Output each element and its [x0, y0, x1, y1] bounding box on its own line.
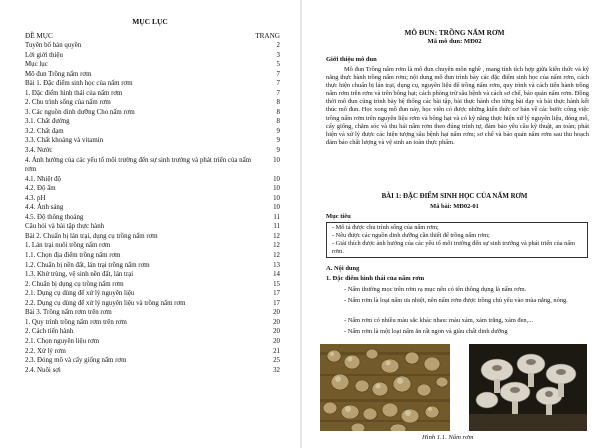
- toc-item[interactable]: [25, 241, 280, 251]
- toc-item[interactable]: [25, 41, 280, 51]
- toc-item-text: 2.1. Chọn nguyên liệu rơm: [25, 337, 100, 345]
- objective-item: - Giải thích được ảnh hưởng của các yếu tố môi trường đến sự sinh trưởng và phát triển của nấm rơm.: [332, 239, 576, 255]
- toc-item-page: 15: [273, 280, 280, 288]
- toc-item[interactable]: [25, 156, 280, 175]
- intro-paragraph: Mô đun Trồng nấm rơm là mô đun chuyên môn nghề , mang tính tích hợp giữa kiến thức và kỹ năng thực hành trồng nấm rơm; nội dung mô đun trình bày các đặc điểm sinh học của nấm rơm, cách thực hiện chuẩn bị lán trại, dụng cụ, nguyên liệu để trồng nấm rơm, quy trình và cách tiến hành trồng nấm rơm trên rơm và trên bông hạt; cách phòng trừ sâu bệnh và cách sơ chế, bảo quản nấm rơm. Đồng thời mô đun cũng trình bày hệ thống các bài tập, bài thực hành cho từng bài dạy và bài thực hành kết thúc mô đun. Học xong mô đun này, học viên có được những kiến thức cơ bản về các bước công việc trồng nấm rơm trên nguyên liệu rơm và bông hạt và có kỹ năng thực hiện xử lý nguyên liệu, đóng mô, cấy giống, chăm sóc và thu hái nấm rơm theo đúng trình tự, đảm bảo yêu cầu kỹ thuật, an toàn; phát hiện và xử lý được các hiện tượng sâu bệnh hại nấm rơm; sơ chế và bảo quản nấm rơm sau thu hoạch đảm bảo chất lượng và vệ sinh an toàn thực phẩm.: [326, 66, 589, 146]
- toc-item-text: 3.3. Chất khoáng và vitamin: [25, 137, 104, 145]
- toc-item-page: 20: [273, 337, 280, 345]
- toc-item[interactable]: [25, 146, 280, 156]
- toc-item[interactable]: [25, 213, 280, 223]
- toc-item-page: 10: [273, 175, 280, 183]
- mushroom-photo-2-art: [469, 344, 587, 431]
- toc-item-page: 21: [273, 347, 280, 355]
- toc-item[interactable]: [25, 337, 280, 347]
- toc-item[interactable]: [25, 136, 280, 146]
- toc-item[interactable]: [25, 108, 280, 118]
- toc-item[interactable]: [25, 70, 280, 80]
- toc-item-page: 32: [273, 366, 280, 374]
- toc-list: [25, 41, 280, 375]
- toc-item-text: 1.3. Khử trùng, vệ sinh nền đất, lán trại: [25, 271, 134, 279]
- module-title: MÔ ĐUN: TRỒNG NẤM RƠM: [404, 28, 505, 37]
- toc-item-text: 4.2. Độ ẩm: [25, 185, 56, 193]
- toc-item-text: 2.2. Dụng cụ dùng để xử lý nguyên liệu và trồng nấm rơm: [25, 299, 186, 307]
- toc-item-text: 2.2. Xử lý rơm: [25, 347, 66, 355]
- content-heading: A. Nội dung: [326, 265, 360, 272]
- toc-item-page: 7: [276, 80, 280, 88]
- toc-page: [0, 0, 300, 448]
- toc-item-page: 12: [273, 242, 280, 250]
- toc-item-text: 3.4. Nước: [25, 147, 53, 155]
- toc-item-text: 2.4. Nuôi sợi: [25, 366, 61, 374]
- toc-item-page: 7: [276, 70, 280, 78]
- figure-caption: Hình 1.1. Nấm rơm: [422, 434, 474, 441]
- body-paragraph: - Nấm rơm là một loại nấm ăn rất ngon và giàu chất dinh dưỡng: [344, 328, 508, 335]
- toc-item-text: 4.3. pH: [25, 194, 46, 202]
- toc-item-page: 10: [273, 204, 280, 212]
- toc-item[interactable]: [25, 222, 280, 232]
- toc-item[interactable]: [25, 327, 280, 337]
- toc-item-page: 17: [273, 290, 280, 298]
- toc-item-text: Lời giới thiệu: [25, 51, 63, 59]
- toc-item-text: 2.1. Dụng cụ dùng để xử lý nguyên liệu: [25, 290, 135, 298]
- toc-item-page: 11: [273, 223, 280, 231]
- toc-item-page: 10: [273, 194, 280, 202]
- toc-item[interactable]: [25, 366, 280, 376]
- mushroom-photo-1: [320, 344, 450, 431]
- toc-item-text: 2. Cách tiến hành: [25, 328, 74, 336]
- toc-item-page: 7: [276, 89, 280, 97]
- toc-item[interactable]: [25, 318, 280, 328]
- toc-item-page: 25: [273, 357, 280, 365]
- objective-item: - Mô tả được chu trình sống của nấm rơm;: [332, 224, 439, 231]
- toc-item-text: 3. Các nguồn dinh dưỡng Cho nấm rơm: [25, 108, 135, 116]
- toc-item-page: 5: [276, 61, 280, 69]
- toc-item-page: 13: [273, 261, 280, 269]
- toc-item[interactable]: [25, 356, 280, 366]
- toc-item-page: 2: [276, 42, 280, 49]
- toc-item-text: 4. Ảnh hưởng của các yếu tố môi trường đến sự sinh trưởng và phát triển của nấm rơm: [25, 156, 252, 173]
- toc-item-page: 8: [276, 108, 280, 116]
- toc-item-page: 17: [273, 299, 280, 307]
- toc-item-page: 20: [273, 309, 280, 317]
- toc-item-text: 3.2. Chất đạm: [25, 127, 64, 135]
- toc-item-page: 14: [273, 271, 280, 279]
- toc-item[interactable]: [25, 194, 280, 204]
- intro-heading: Giới thiệu mô đun: [326, 56, 377, 63]
- toc-item-page: 8: [276, 118, 280, 126]
- toc-item[interactable]: [25, 89, 280, 99]
- toc-item-text: 2. Chuẩn bị dụng cụ trồng nấm rơm: [25, 280, 124, 288]
- toc-item[interactable]: [25, 280, 280, 290]
- toc-item[interactable]: [25, 289, 280, 299]
- toc-item[interactable]: [25, 299, 280, 309]
- toc-item[interactable]: [25, 232, 280, 242]
- toc-item[interactable]: [25, 251, 280, 261]
- toc-item-page: 9: [276, 137, 280, 145]
- toc-item-text: 1. Đặc điểm hình thái của nấm rơm: [25, 89, 123, 97]
- toc-item-text: Bài 3. Trồng nấm rơm trên rơm: [25, 309, 112, 317]
- toc-item-text: 3.1. Chất đường: [25, 118, 70, 126]
- toc-item-page: 8: [276, 99, 280, 107]
- toc-item-text: Mục lục: [25, 61, 48, 69]
- toc-title: MỤC LỤC: [132, 17, 168, 26]
- toc-item[interactable]: [25, 79, 280, 89]
- toc-item-text: 1.1. Chọn địa điểm trồng nấm rơm: [25, 252, 121, 260]
- toc-col-right: TRANG: [255, 32, 280, 40]
- toc-item-text: 1.2. Chuẩn bị nền đất, lán trại trồng nấm rơm: [25, 261, 150, 269]
- toc-item-page: 10: [273, 156, 280, 164]
- toc-item-text: 2. Chu trình sống của nấm rơm: [25, 99, 111, 107]
- toc-item-text: 1. Lán trại nuôi trồng nấm rơm: [25, 242, 111, 250]
- toc-item-text: Bài 1. Đặc điểm sinh học của nấm rơm: [25, 80, 133, 88]
- module-page: [302, 0, 607, 448]
- toc-item-page: 12: [273, 232, 280, 240]
- toc-item[interactable]: [25, 347, 280, 357]
- toc-item-page: 12: [273, 252, 280, 260]
- body-paragraph: - Nấm rơm là loại nấm ưa nhiệt, nên nấm rơm được trồng chủ yếu vào mùa nắng, nóng.: [344, 297, 568, 304]
- toc-item[interactable]: [25, 270, 280, 280]
- toc-item[interactable]: [25, 175, 280, 185]
- toc-item[interactable]: [25, 98, 280, 108]
- toc-item-text: 1. Quy trình trồng nấm rơm trên rơm: [25, 318, 127, 326]
- toc-item-page: 9: [276, 127, 280, 135]
- toc-item[interactable]: [25, 60, 280, 70]
- toc-item[interactable]: [25, 127, 280, 137]
- toc-item[interactable]: [25, 308, 280, 318]
- body-paragraph: - Nấm thường mọc trên rơm rạ mục nên có tên thông dụng là nấm rơm.: [344, 286, 527, 293]
- toc-item-text: 2.3. Đóng mô và cấy giống nấm rơm: [25, 357, 127, 365]
- toc-item-page: 10: [273, 185, 280, 193]
- lesson-code: Mã bài: MĐ02-01: [430, 203, 479, 210]
- toc-col-left: ĐỀ MỤC: [25, 32, 53, 40]
- toc-item-page: 20: [273, 318, 280, 326]
- toc-item-page: 3: [276, 51, 280, 59]
- mushroom-photo-1-art: [320, 344, 450, 431]
- toc-item[interactable]: [25, 51, 280, 61]
- toc-item-text: 4.5. Độ thông thoáng: [25, 213, 84, 221]
- toc-item-text: Mô đun Trồng nấm rơm: [25, 70, 92, 78]
- section-heading: 1. Đặc điểm hình thái của nấm rơm: [326, 275, 425, 282]
- toc-item-page: 11: [273, 213, 280, 221]
- toc-item-text: 4.1. Nhiệt độ: [25, 175, 61, 183]
- toc-item-text: Bài 2. Chuẩn bị lán trại, dụng cụ trồng nấm rơm: [25, 232, 158, 240]
- body-paragraph: - Nấm rơm có nhiều màu sắc khác nhau: màu xám, xám trắng, xám đen,...: [344, 317, 534, 324]
- mushroom-photo-2: [469, 344, 587, 431]
- toc-item[interactable]: [25, 203, 280, 213]
- toc-item-text: Tuyên bố bản quyền: [25, 42, 82, 49]
- toc-item-text: Câu hỏi và bài tập thực hành: [25, 223, 105, 231]
- module-code: Mã mô đun: MĐ02: [427, 38, 482, 45]
- objectives-box: [326, 222, 588, 258]
- lesson-title: BÀI 1: ĐẶC ĐIỂM SINH HỌC CỦA NẤM RƠM: [381, 193, 528, 200]
- toc-item[interactable]: [25, 261, 280, 271]
- toc-item[interactable]: [25, 184, 280, 194]
- toc-item[interactable]: [25, 117, 280, 127]
- toc-item-page: 20: [273, 328, 280, 336]
- objectives-heading: Mục tiêu: [326, 213, 351, 220]
- toc-item-text: 4.4. Ánh sáng: [25, 204, 64, 212]
- toc-item-page: 9: [276, 147, 280, 155]
- objective-item: - Nêu được các nguồn dinh dưỡng cần thiết để trồng nấm rơm;: [332, 231, 490, 239]
